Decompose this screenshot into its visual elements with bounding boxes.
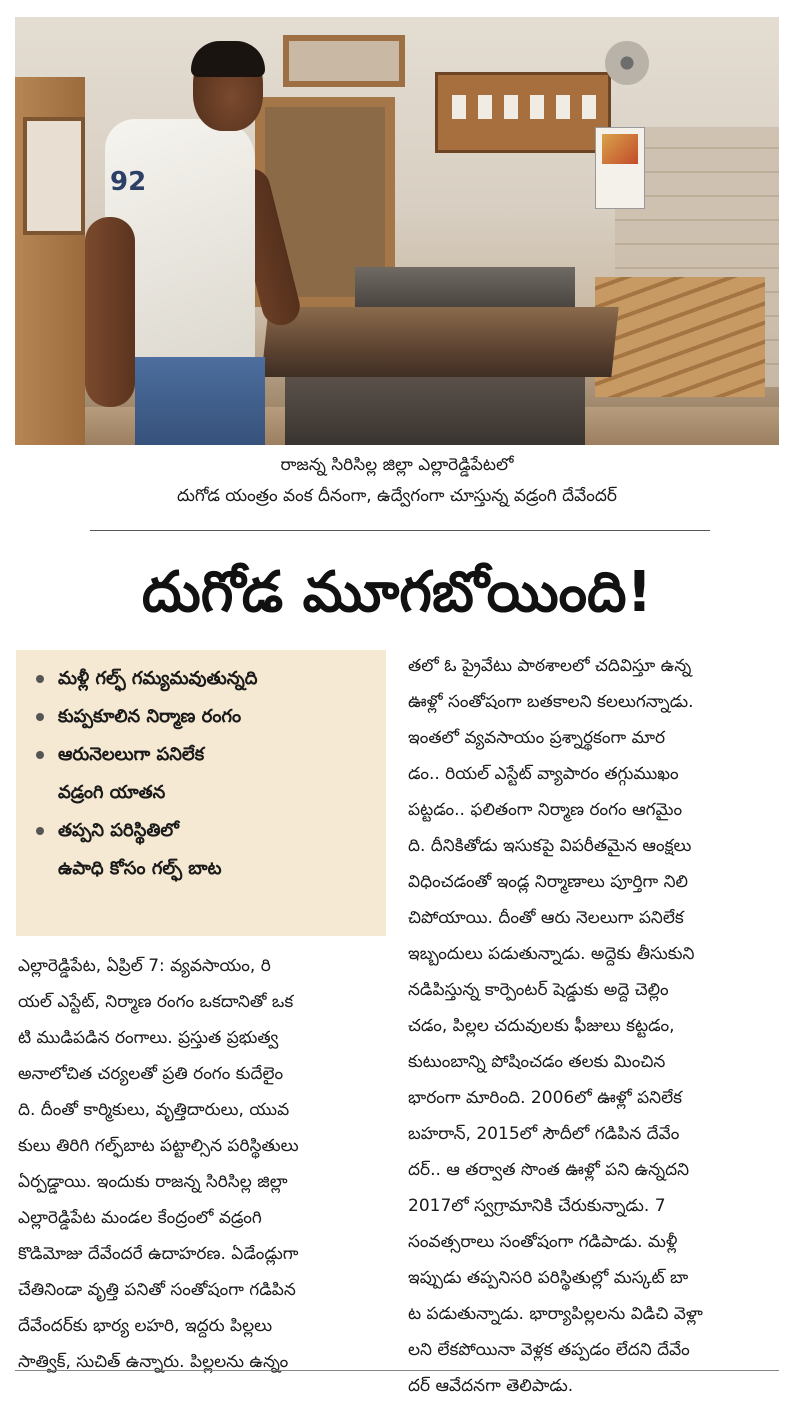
article-line: సంవత్సరాలు సంతోషంగా గడిపాడు. మళ్లీ <box>408 1232 678 1252</box>
highlight-text: కుప్పకూలిన నిర్మాణ రంగం <box>58 706 242 727</box>
headline: దుగోడ మూగబోయింది! <box>141 560 653 625</box>
article-line: ట పడుతున్నాడు. భార్యాపిల్లలను విడిచి వెళ్లా <box>408 1304 703 1324</box>
highlight-text: మళ్లీ గల్ఫ్ గమ్యమవుతున్నది <box>58 668 258 689</box>
article-photo <box>15 17 779 445</box>
article-line: పట్టడం.. ఫలితంగా నిర్మాణ రంగం ఆగమైం <box>408 800 683 820</box>
bullet-icon <box>36 675 44 683</box>
article-line: చేతినిండా వృత్తి పనితో సంతోషంగా గడిపిన <box>18 1280 296 1300</box>
article-line: ఇబ్బందులు పడుతున్నాడు. అద్దెకు తీసుకుని <box>408 944 695 964</box>
photo-caption <box>15 450 779 512</box>
article-line: విధించడంతో ఇండ్ల నిర్మాణాలు పూర్తిగా నిలి <box>408 872 688 892</box>
article-line: ఇప్పుడు తప్పనిసరి పరిస్థితుల్లో మస్కట్ బా <box>408 1268 689 1288</box>
highlight-item <box>32 698 372 736</box>
photo-saw-blade <box>605 41 649 85</box>
photo-wooden-shelf <box>15 77 85 445</box>
article-line: చిపోయాయి. దీంతో ఆరు నెలలుగా పనిలేక <box>408 908 684 928</box>
photo-switchboard <box>435 72 611 153</box>
photo-man-hair <box>191 41 265 77</box>
article-line: టి ముడిపడిన రంగాలు. ప్రస్తుత ప్రభుత్వ <box>18 1028 279 1048</box>
photo-planer-machine <box>261 307 618 377</box>
article-line: దర్ ఆవేదనగా తెలిపాడు. <box>408 1376 574 1396</box>
article-line: యల్ ఎస్టేట్, నిర్మాణ రంగం ఒకదానితో ఒక <box>18 992 294 1012</box>
bullet-icon <box>36 827 44 835</box>
article-line: చడం, పిల్లల చదువులకు ఫీజులు కట్టడం, <box>408 1016 675 1036</box>
photo-man-arm-left <box>85 217 135 407</box>
article-column-right <box>408 648 780 1404</box>
article-line: అనాలోచిత చర్యలతో ప్రతి రంగం కుదేలైం <box>18 1064 284 1084</box>
photo-calendar <box>595 127 645 209</box>
highlight-text: వడ్రంగి యాతన <box>58 782 166 803</box>
article-line: తలో ఓ ప్రైవేటు పాఠశాలలో చదివిస్తూ ఉన్న <box>408 656 692 676</box>
photo-wood-planks <box>595 277 765 397</box>
article-line: దేవేందర్‌కు భార్య లహరి, ఇద్దరు పిల్లలు <box>18 1316 273 1336</box>
article-line: భారంగా మారింది. 2006లో ఊళ్లో పనిలేక <box>408 1088 683 1108</box>
highlights-box <box>16 650 386 936</box>
bottom-divider <box>15 1370 779 1371</box>
article-line: ది. దీనికితోడు ఇసుకపై విపరీతమైన ఆంక్షలు <box>408 836 692 856</box>
article-line: ఎల్లారెడ్డిపేట మండల కేంద్రంలో వడ్రంగి <box>18 1208 262 1228</box>
bullet-icon <box>36 713 44 721</box>
article-line: ఇంతలో వ్యవసాయం ప్రశ్నార్థకంగా మార <box>408 728 666 748</box>
highlight-text: ఆరునెలలుగా పనిలేక <box>58 744 205 765</box>
caption-divider <box>90 530 710 531</box>
article-line: కులు తిరిగి గల్ఫ్‌బాట పట్టాల్సిన పరిస్థితులు <box>18 1136 299 1156</box>
photo-wall-frame <box>283 35 405 87</box>
highlight-item <box>32 812 372 888</box>
article-line: ఏర్పడ్డాయి. ఇందుకు రాజన్న సిరిసిల్ల జిల్లా <box>18 1172 288 1192</box>
caption-line-1: రాజన్న సిరిసిల్ల జిల్లా ఎల్లారెడ్డిపేటలో <box>280 455 514 475</box>
article-line: డం.. రియల్ ఎస్టేట్ వ్యాపారం తగ్గుముఖం <box>408 764 679 784</box>
photo-man-jeans <box>135 357 265 445</box>
article-line: సాత్విక్, సుచిత్ ఉన్నారు. పిల్లలను ఉన్నం <box>18 1352 289 1372</box>
article-line: ది. దీంతో కార్మికులు, వృత్తిదారులు, యువ <box>18 1100 290 1120</box>
caption-line-2: దుగోడ యంత్రం వంక దీనంగా, ఉద్వేగంగా చూస్తున్న వడ్రంగి దేవేందర్ <box>177 486 617 506</box>
article-line: లని లేకపోయినా వెళ్లక తప్పడం లేదని దేవేం <box>408 1340 690 1360</box>
bullet-icon <box>36 751 44 759</box>
article-line: బహరాన్, 2015లో సౌదీలో గడిపిన దేవేం <box>408 1124 680 1144</box>
article-column-left <box>18 948 386 1380</box>
article-line: ఊళ్లో సంతోషంగా బతకాలని కలలుగన్నాడు. <box>408 692 694 712</box>
article-line: కుటుంబాన్ని పోషించడం తలకు మించిన <box>408 1052 666 1072</box>
highlight-text: ఉపాధి కోసం గల్ఫ్ బాట <box>58 858 222 879</box>
article-line: 2017లో స్వగ్రామానికి చేరుకున్నాడు. 7 <box>408 1196 666 1216</box>
article-line: దర్.. ఆ తర్వాత సొంత ఊళ్లో పని ఉన్నదని <box>408 1160 690 1180</box>
highlight-item <box>32 660 372 698</box>
photo-shirt-number: 92 <box>110 167 147 197</box>
highlight-item <box>32 736 372 812</box>
article-line: కొడిమోజు దేవేందరే ఉదాహరణ. ఏడేండ్లుగా <box>18 1244 299 1264</box>
photo-machine-top <box>355 267 575 307</box>
highlight-text: తప్పని పరిస్థితిలో <box>58 820 179 841</box>
article-line: నడిపిస్తున్న కార్పెంటర్ షెడ్డుకు అద్దె చెల్లిం <box>408 980 669 1000</box>
article-line: ఎల్లారెడ్డిపేట, ఏప్రిల్ 7: వ్యవసాయం, రి <box>18 956 271 976</box>
photo-machine-base <box>285 377 585 445</box>
